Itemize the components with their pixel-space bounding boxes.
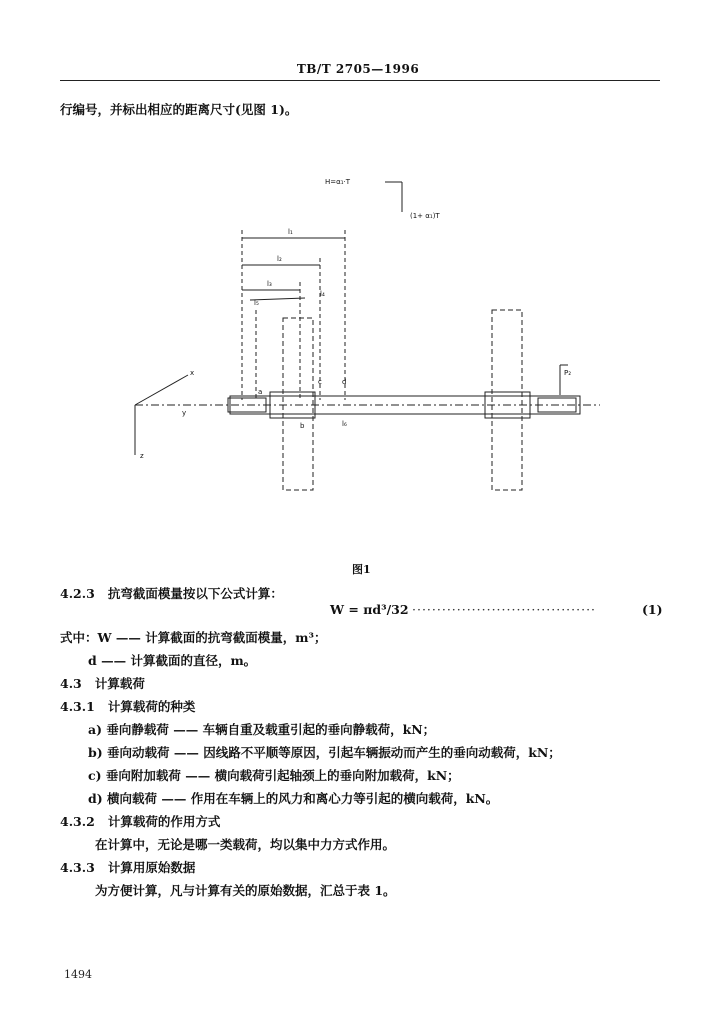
axis-label-y: y bbox=[182, 409, 187, 417]
dim-label-l5: l₅ bbox=[254, 299, 259, 307]
section-title: 计算载荷 bbox=[94, 676, 145, 691]
where-line-1: 式中：W —— 计算截面的抗弯截面模量，m³； bbox=[60, 630, 327, 645]
dim-label-l3: l₃ bbox=[267, 280, 272, 288]
header-rule bbox=[60, 80, 660, 81]
formula-number: (1) bbox=[642, 602, 663, 617]
list-item: d) 横向载荷 —— 作用在车辆上的风力和离心力等引起的横向载荷，kN。 bbox=[88, 791, 499, 806]
section-4-3-3-text: 为方便计算，凡与计算有关的原始数据，汇总于表 1。 bbox=[95, 883, 396, 898]
x-axis bbox=[135, 375, 188, 405]
section-4-3-1 bbox=[60, 697, 195, 715]
dim-label-l6: l₆ bbox=[342, 420, 347, 428]
formula-leader: ····································· bbox=[412, 602, 597, 617]
axis-label-z: z bbox=[140, 452, 144, 460]
list-item: a) 垂向静载荷 —— 车辆自重及载重引起的垂向静载荷，kN； bbox=[88, 722, 436, 737]
section-4-3-3 bbox=[60, 858, 195, 876]
section-title: 计算载荷的种类 bbox=[107, 699, 196, 714]
section-label-a: a bbox=[258, 388, 263, 396]
page-number: 1494 bbox=[64, 968, 92, 981]
section-4-3-2-text: 在计算中，无论是哪一类载荷，均以集中力方式作用。 bbox=[95, 837, 396, 852]
section-number: 4.3.2 bbox=[60, 814, 95, 829]
section-4-2-3 bbox=[60, 584, 283, 602]
section-4-3 bbox=[60, 674, 145, 692]
where-line-2: d —— 计算截面的直径，m。 bbox=[88, 653, 257, 668]
section-title: 计算载荷的作用方式 bbox=[107, 814, 221, 829]
section-label-c: c bbox=[318, 378, 322, 386]
left-wheel bbox=[283, 318, 313, 490]
section-number: 4.3.3 bbox=[60, 860, 95, 875]
load-label-top: H=α₁·T bbox=[325, 178, 351, 186]
section-label-d: d bbox=[342, 378, 347, 386]
load-label-right: (1+ α₁)T bbox=[410, 212, 440, 220]
section-title: 计算用原始数据 bbox=[107, 860, 196, 875]
section-label-b: b bbox=[300, 422, 305, 430]
page-header: TB/T 2705—1996 bbox=[296, 62, 420, 76]
figure-caption: 图1 bbox=[352, 563, 371, 576]
axis-label-x: x bbox=[190, 369, 195, 377]
load-label-p: P₂ bbox=[564, 369, 572, 377]
list-item: b) 垂向动载荷 —— 因线路不平顺等原因，引起车辆振动而产生的垂向动载荷，kN； bbox=[88, 745, 561, 760]
intro-line: 行编号，并标出相应的距离尺寸(见图 1)。 bbox=[60, 102, 298, 117]
list-item: c) 垂向附加载荷 —— 横向载荷引起轴颈上的垂向附加载荷，kN； bbox=[88, 768, 460, 783]
axle-diagram bbox=[120, 170, 620, 520]
section-number: 4.3 bbox=[60, 676, 82, 691]
dim-label-l1: l₁ bbox=[288, 228, 293, 236]
section-number: 4.2.3 bbox=[60, 586, 95, 601]
right-wheel bbox=[492, 310, 522, 490]
section-text: 抗弯截面模量按以下公式计算： bbox=[107, 586, 283, 601]
formula: W = πd³/32 bbox=[330, 602, 409, 617]
dim-label-l2: l₂ bbox=[277, 255, 282, 263]
section-number: 4.3.1 bbox=[60, 699, 95, 714]
section-4-3-2 bbox=[60, 812, 220, 830]
dim-label-l4: l₄ bbox=[320, 290, 325, 298]
